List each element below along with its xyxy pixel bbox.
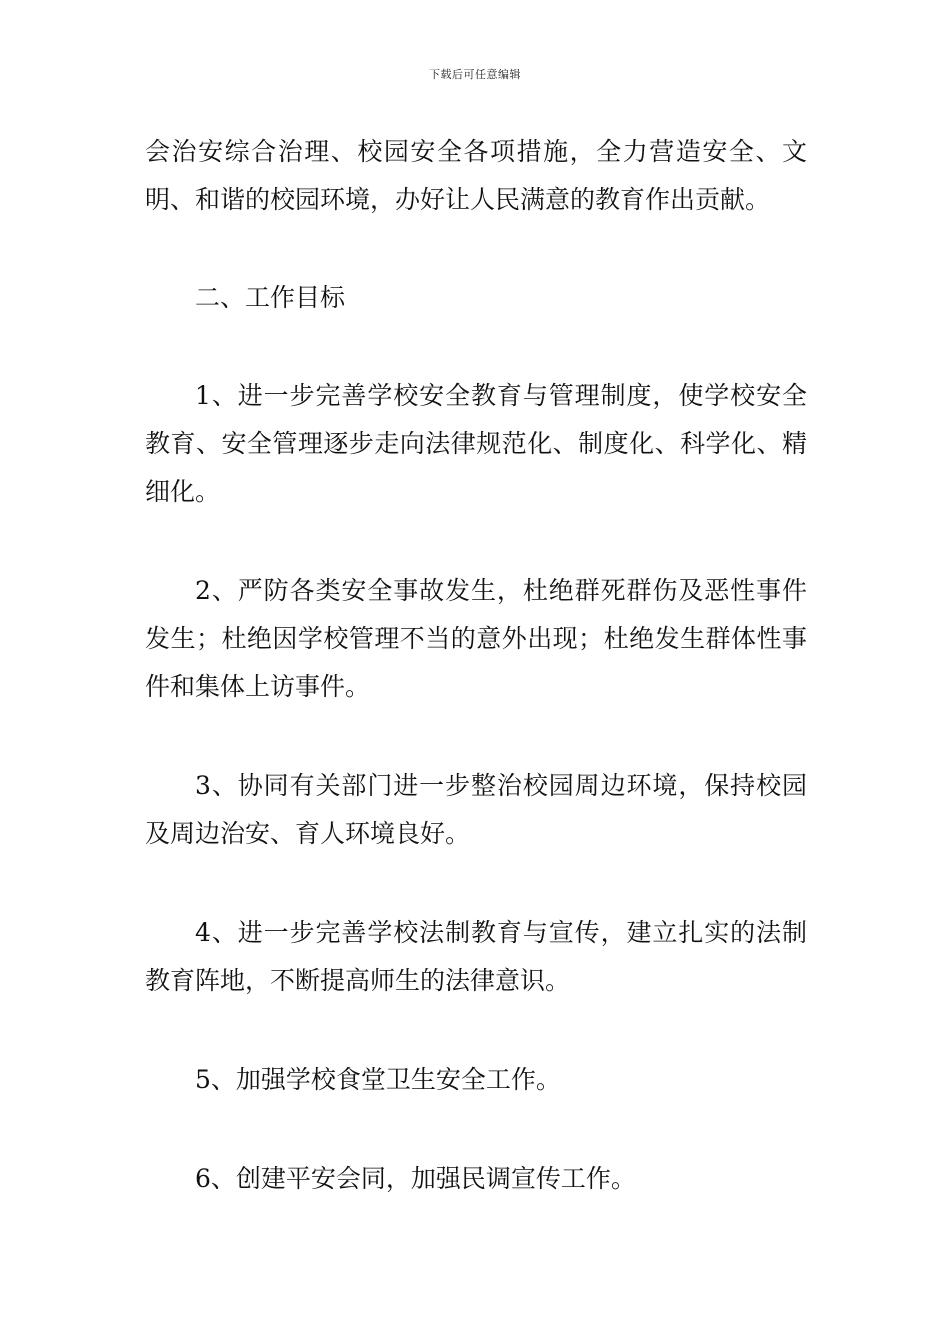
goal-item-1: 1、进一步完善学校安全教育与管理制度，使学校安全教育、安全管理逐步走向法律规范化、制度化、科学化、精细化。: [145, 381, 807, 506]
goal-item-2: 2、严防各类安全事故发生，杜绝群死群伤及恶性事件发生；杜绝因学校管理不当的意外出现；杜绝发生群体性事件和集体上访事件。: [145, 576, 807, 701]
section-heading-work-goals: 二、工作目标: [195, 283, 346, 312]
goal-item-6: 6、创建平安会同，加强民调宣传工作。: [195, 1164, 636, 1193]
page-header-note: 下载后可任意编辑: [429, 68, 521, 81]
goal-item-5: 5、加强学校食堂卫生安全工作。: [195, 1065, 561, 1094]
paragraph-continuation: 会治安综合治理、校园安全各项措施，全力营造安全、文明、和谐的校园环境，办好让人民满意的教育作出贡献。: [145, 137, 807, 214]
document-body: [145, 128, 807, 1203]
goal-item-3: 3、协同有关部门进一步整治校园周边环境，保持校园及周边治安、育人环境良好。: [145, 771, 807, 848]
goal-item-4: 4、进一步完善学校法制教育与宣传，建立扎实的法制教育阵地，不断提高师生的法律意识。: [145, 918, 807, 995]
